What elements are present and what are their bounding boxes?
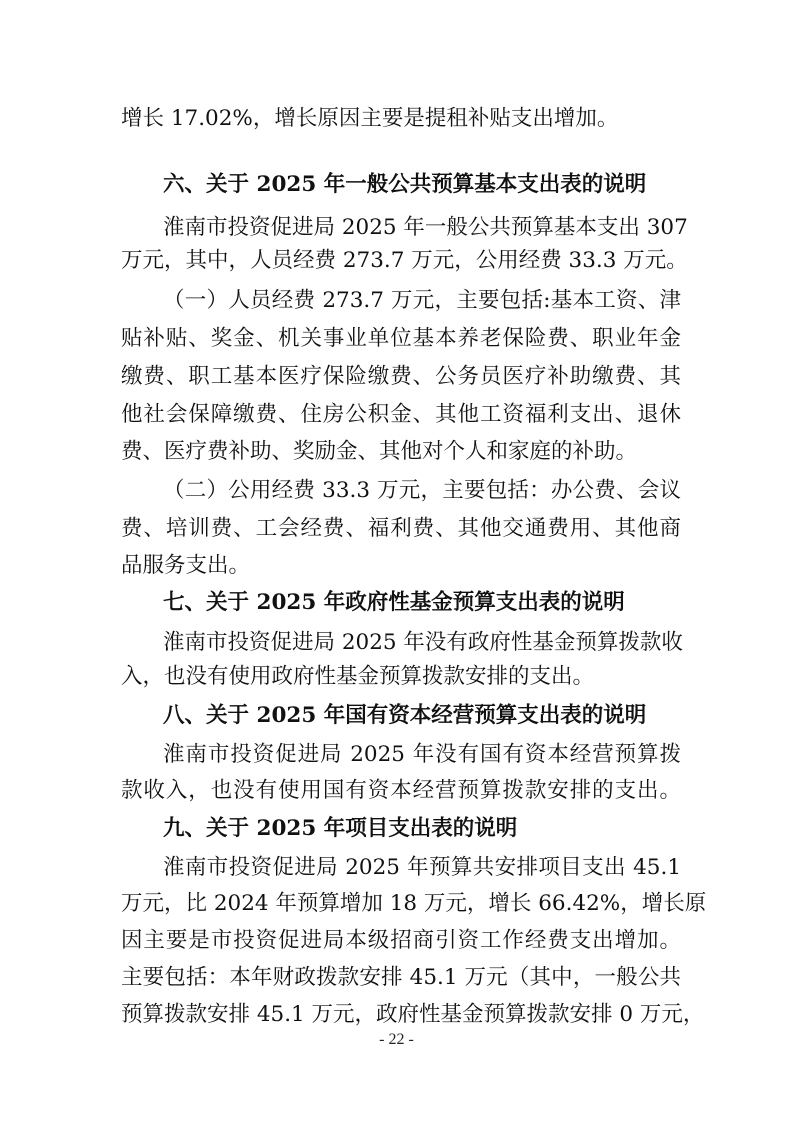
- text-line: 淮南市投资促进局 2025 年没有政府性基金预算拨款收: [163, 630, 683, 655]
- text-line: 因主要是市投资促进局本级招商引资工作经费支出增加。: [121, 928, 681, 953]
- text-line: 增长 17.02%，增长原因主要是提租补贴支出增加。: [121, 106, 619, 131]
- text-line: （一）人员经费 273.7 万元，主要包括:基本工资、津: [163, 288, 681, 313]
- text-line: 淮南市投资促进局 2025 年预算共安排项目支出 45.1: [163, 855, 681, 880]
- text-line: 预算拨款安排 45.1 万元，政府性基金预算拨款安排 0 万元，: [121, 1002, 705, 1027]
- text-line: 款收入，也没有使用国有资本经营预算拨款安排的支出。: [121, 778, 681, 803]
- text-line: 贴补贴、奖金、机关事业单位基本养老保险费、职业年金: [121, 326, 681, 351]
- text-line: 费、医疗费补助、奖励金、其他对个人和家庭的补助。: [121, 439, 638, 464]
- text-line: （二）公用经费 33.3 万元，主要包括：办公费、会议: [163, 478, 681, 503]
- text-line: 入，也没有使用政府性基金预算拨款安排的支出。: [121, 664, 595, 689]
- text-line: 万元，比 2024 年预算增加 18 万元，增长 66.42%，增长原: [121, 891, 707, 916]
- text-line: 淮南市投资促进局 2025 年一般公共预算基本支出 307: [163, 215, 688, 240]
- text-line: 淮南市投资促进局 2025 年没有国有资本经营预算拨: [163, 742, 681, 767]
- section-heading: 六、关于 2025 年一般公共预算基本支出表的说明: [163, 172, 647, 197]
- text-line: 他社会保障缴费、住房公积金、其他工资福利支出、退休: [121, 402, 681, 427]
- text-line: 万元，其中，人员经费 273.7 万元，公用经费 33.3 万元。: [121, 248, 688, 273]
- text-line: 费、培训费、工会经费、福利费、其他交通费用、其他商: [121, 516, 681, 541]
- section-heading: 九、关于 2025 年项目支出表的说明: [163, 816, 518, 841]
- text-line: 主要包括：本年财政拨款安排 45.1 万元（其中，一般公共: [121, 965, 681, 990]
- page-number: - 22 -: [379, 1031, 414, 1048]
- section-heading: 八、关于 2025 年国有资本经营预算支出表的说明: [163, 703, 647, 728]
- text-line: 缴费、职工基本医疗保险缴费、公务员医疗补助缴费、其: [121, 364, 681, 389]
- section-heading: 七、关于 2025 年政府性基金预算支出表的说明: [163, 590, 625, 615]
- text-line: 品服务支出。: [121, 553, 251, 578]
